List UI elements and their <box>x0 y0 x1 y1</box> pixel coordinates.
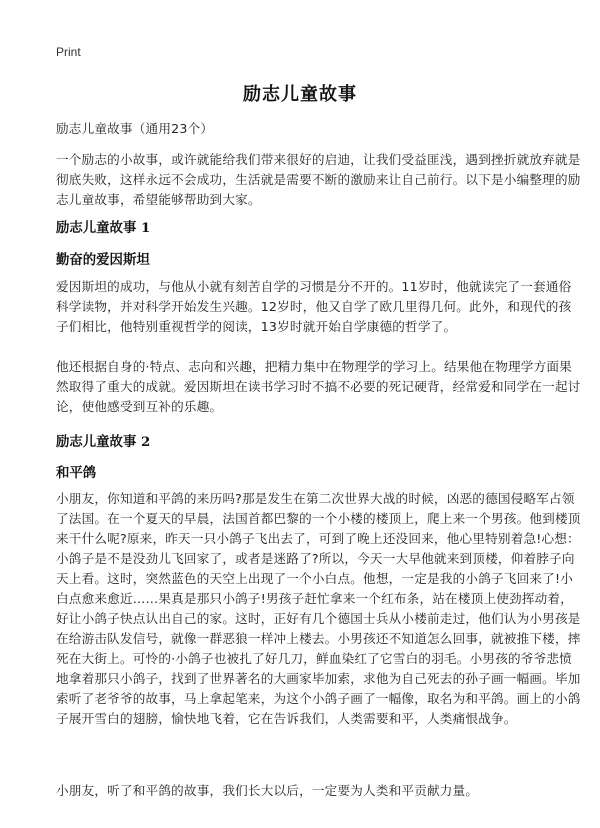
document-subtitle: 励志儿童故事（通用23个） <box>56 121 214 136</box>
story1-paragraph-1: 爱因斯坦的成功，与他从小就有刻苦自学的习惯是分不开的。11岁时，他就读完了一套通俗科学读物，并对科学开始发生兴趣。12岁时，他又自学了欧几里得几何。此外，和现代的孩子们相比，他特别重视哲学的阅读，13岁时就开始自学康德的哲学了。 <box>56 279 572 334</box>
story2-heading: 励志儿童故事 2 <box>56 434 151 450</box>
story1-paragraph-2: 他还根据自身的·特点、志向和兴趣，把精力集中在物理学的学习上。结果他在物理学方面果然取得了重大的成就。爱因斯坦在读书学习时不搞不必要的死记硬背，经常爱和同学在一起讨论，使他感受到互补的乐趣。 <box>56 359 581 414</box>
story2-paragraph-1: 小朋友，你知道和平鸽的来历吗?那是发生在第二次世界大战的时候，凶恶的德国侵略军占领了法国。在一个夏天的早晨，法国首都巴黎的一个小楼的楼顶上，爬上来一个男孩。他到楼顶来干什么呢?原来，昨天一只小鸽子飞出去了，可到了晚上还没回来，他心里特别着急!心想：小鸽子是不是没劲儿飞回家了，或者是迷路了?所以，今天一大早他就来到顶楼，仰着脖子向天上看。这时，突然蓝色的天空上出现了一个小白点。他想，一定是我的小鸽子飞回来了!小白点愈来愈近……果真是那只小鸽子!男孩子赶忙拿来一个红布条，站在楼顶上使劲挥动着，好让小鸽子快点认出自己的家。这时，正好有几个德国士兵从小楼前走过，他们认为小男孩是在给游击队发信号，就像一群恶狼一样冲上楼去。小男孩还不知道怎么回事，就被推下楼，摔死在大街上。可怜的·小鸽子也被扎了好几刀，鲜血染红了它雪白的羽毛。小男孩的爷爷悲愤地拿着那只小鸽子，找到了世界著名的大画家毕加索，求他为自己死去的孙子画一幅画。毕加索听了老爷爷的故事，马上拿起笔来，为这个小鸽子画了一幅像，取名为和平鸽。画上的小鸽子展开雪白的翅膀，愉快地飞着，它在告诉我们，人类需要和平，人类痛恨战争。 <box>56 491 581 726</box>
story1-title: 勤奋的爱因斯坦 <box>56 252 150 268</box>
story1-heading: 励志儿童故事 1 <box>56 220 151 236</box>
document-title: 励志儿童故事 <box>243 84 357 105</box>
intro-paragraph: 一个励志的小故事，或许就能给我们带来很好的启迪，让我们受益匪浅，遇到挫折就放弃就是彻底失败，这样永远不会成功，生活就是需要不断的激励来让自己前行。以下是小编整理的励志儿童故事，希望能够帮助到大家。 <box>56 152 581 207</box>
story2-paragraph-2: 小朋友，听了和平鸽的故事，我们长大以后，一定要为人类和平贡献力量。 <box>56 783 479 798</box>
story2-title: 和平鸽 <box>56 465 97 481</box>
print-label: Print <box>56 45 81 59</box>
